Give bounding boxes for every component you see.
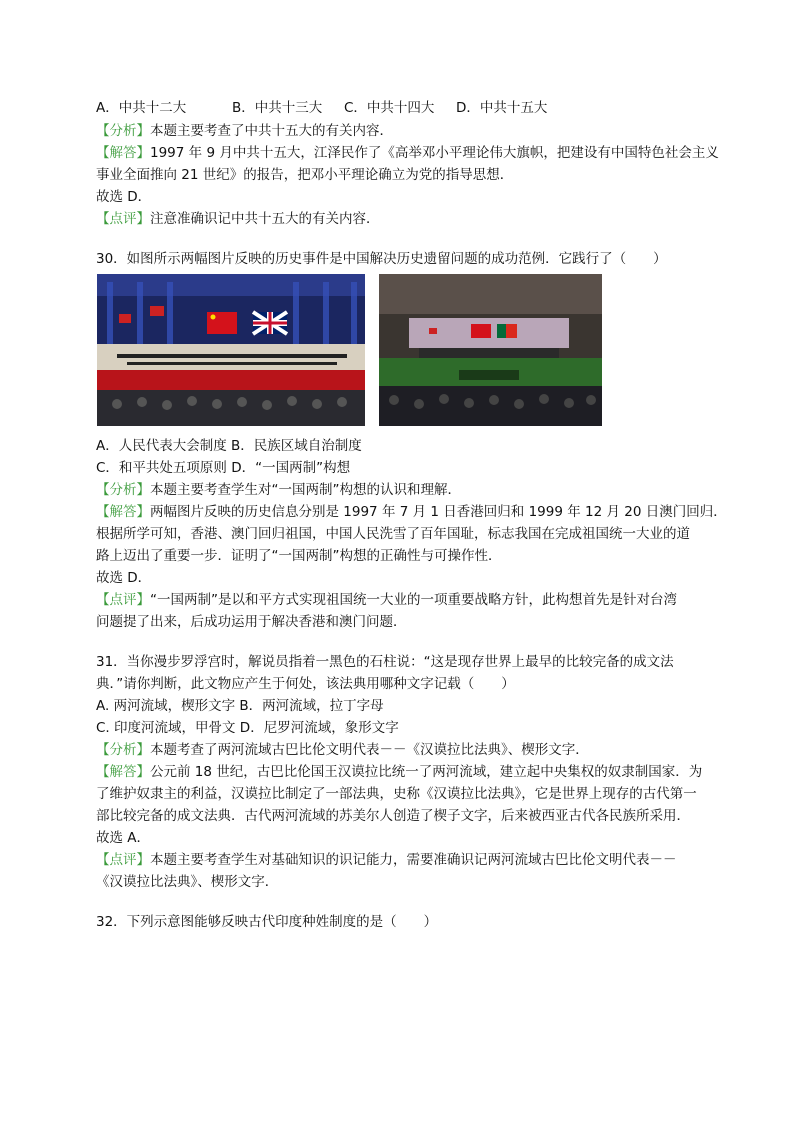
comment-text: 注意准确识记中共十五大的有关内容． — [150, 211, 380, 227]
comment-tag: 【点评】 — [96, 211, 150, 227]
analysis-text: 本题主要考查学生对“一国两制”构想的认识和理解． — [150, 482, 461, 498]
q30-comment-line-1 — [96, 590, 677, 610]
q30-options-line-1: A．人民代表大会制度 B．民族区域自治制度 — [96, 438, 362, 454]
answer-tag: 【解答】 — [96, 504, 150, 520]
q31-options-line-2: C. 印度河流域，甲骨文 D．尼罗河流域，象形文字 — [96, 720, 399, 736]
q30-analysis — [96, 480, 461, 500]
q29-analysis — [96, 121, 393, 141]
q31-answer-line-3: 部比较完备的成文法典．古代两河流域的苏美尔人创造了楔子文字，后来被西亚古代各民族所采用． — [96, 808, 690, 824]
q29-option-d: D．中共十五大 — [456, 100, 548, 116]
q31-answer-line-1 — [96, 762, 702, 782]
q29-option-a: A．中共十二大 — [96, 100, 187, 116]
q30-options-line-2: C．和平共处五项原则 D．“一国两制”构想 — [96, 460, 351, 476]
comment-tag: 【点评】 — [96, 592, 150, 608]
q31-comment-line-2: 《汉谟拉比法典》、楔形文字． — [96, 874, 279, 890]
q30-comment-line-2: 问题提了出来，后成功运用于解决香港和澳门问题． — [96, 614, 407, 630]
q31-question-line-2: 典．”请你判断，此文物应产生于何处，该法典用哪种文字记载（ ） — [96, 676, 515, 692]
hong-kong-handover-photo — [97, 274, 365, 426]
q31-comment-line-1 — [96, 850, 677, 870]
analysis-tag: 【分析】 — [96, 742, 150, 758]
answer-text: 1997 年 9 月中共十五大，江泽民作了《高举邓小平理论伟大旗帜，把建设有中国特色社会主义 — [150, 145, 719, 161]
q29-choice: 故选 D． — [96, 189, 152, 205]
analysis-text: 本题主要考查了中共十五大的有关内容． — [150, 123, 393, 139]
q29-options — [96, 98, 547, 118]
q29-comment — [96, 209, 380, 229]
q30-answer-line-3: 路上迈出了重要一步．证明了“一国两制”构想的正确性与可操作性． — [96, 548, 502, 564]
answer-text: 两幅图片反映的历史信息分别是 1997 年 7 月 1 日香港回归和 1999 年 12 月 20 日澳门回归． — [150, 504, 727, 520]
analysis-tag: 【分析】 — [96, 482, 150, 498]
q29-option-c: C．中共十四大 — [344, 100, 435, 116]
q30-answer-line-2: 根据所学可知，香港、澳门回归祖国，中国人民洗雪了百年国耻，标志我国在完成祖国统一大业的道 — [96, 526, 690, 542]
q31-options-line-1: A. 两河流域，楔形文字 B．两河流域，拉丁字母 — [96, 698, 384, 714]
q29-answer-line-2: 事业全面推向 21 世纪》的报告，把邓小平理论确立为党的指导思想． — [96, 167, 514, 183]
q31-answer-line-2: 了维护奴隶主的利益，汉谟拉比制定了一部法典，史称《汉谟拉比法典》，它是世界上现存的古代第一 — [96, 786, 697, 802]
comment-text: “一国两制”是以和平方式实现祖国统一大业的一项重要战略方针，此构想首先是针对台湾 — [150, 592, 677, 608]
q32-question: 32．下列示意图能够反映古代印度种姓制度的是（ ） — [96, 914, 438, 930]
macau-handover-photo — [379, 274, 602, 426]
q30-question: 30．如图所示两幅图片反映的历史事件是中国解决历史遗留问题的成功范例．它践行了（ ） — [96, 251, 667, 267]
answer-text: 公元前 18 世纪，古巴比伦国王汉谟拉比统一了两河流域，建立起中央集权的奴隶制国家．为 — [150, 764, 703, 780]
answer-tag: 【解答】 — [96, 145, 150, 161]
q29-answer-line-1 — [96, 143, 719, 163]
q31-analysis — [96, 740, 589, 760]
comment-tag: 【点评】 — [96, 852, 150, 868]
q29-option-b: B．中共十三大 — [232, 100, 323, 116]
analysis-text: 本题考查了两河流域古巴比伦文明代表－－《汉谟拉比法典》、楔形文字． — [150, 742, 589, 758]
q31-choice: 故选 A． — [96, 830, 151, 846]
answer-tag: 【解答】 — [96, 764, 150, 780]
q31-question-line-1: 31．当你漫步罗浮宫时，解说员指着一黑色的石柱说：“这是现存世界上最早的比较完备的成文法 — [96, 654, 674, 670]
analysis-tag: 【分析】 — [96, 123, 150, 139]
q30-answer-line-1 — [96, 502, 727, 522]
q30-choice: 故选 D． — [96, 570, 152, 586]
comment-text: 本题主要考查学生对基础知识的识记能力，需要准确识记两河流域古巴比伦文明代表－－ — [150, 852, 677, 868]
